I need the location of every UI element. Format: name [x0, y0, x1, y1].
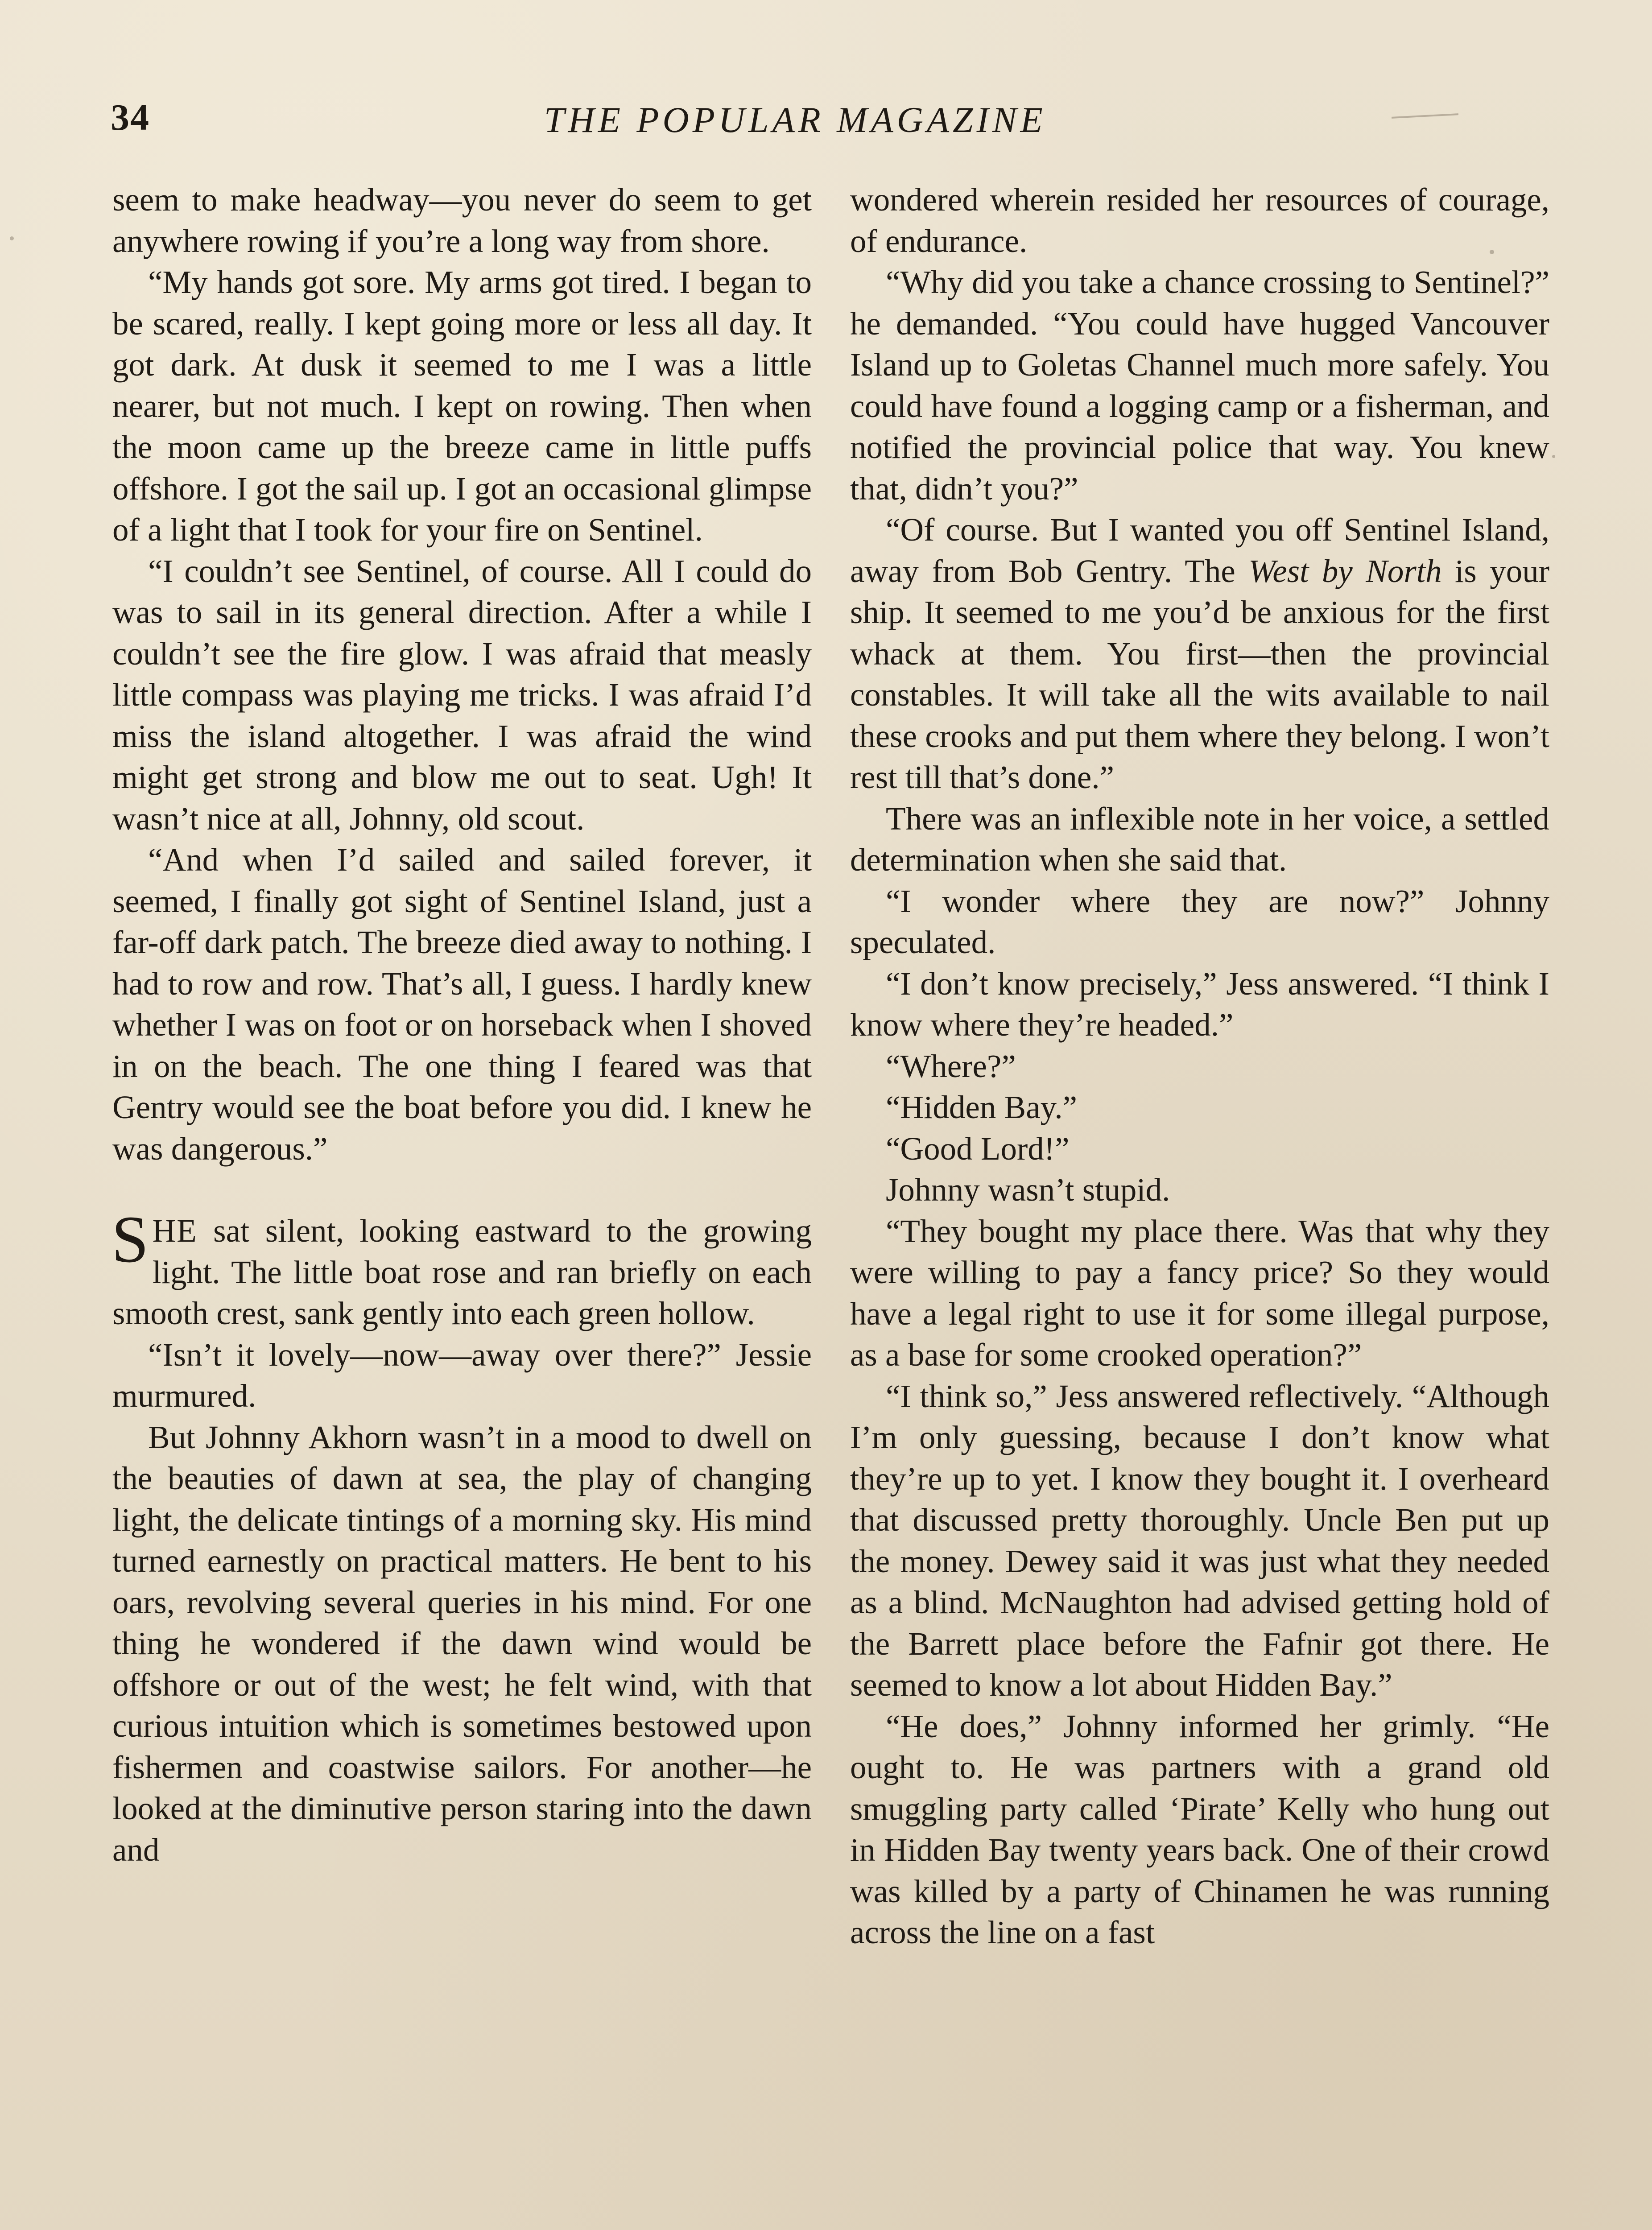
paragraph: “Where?” — [886, 1048, 1016, 1084]
paragraph: “Hidden Bay.” — [886, 1089, 1078, 1125]
paragraph-text: “Of course. But I wanted you off Sentinel Island, away from Bob Gentry. The — [850, 512, 1549, 589]
paragraph: “They bought my place there. Was that why they were willing to pay a fancy price? So they would have a legal right to use it for some illegal purpose, as a base for some crooked operation?” — [850, 1213, 1549, 1373]
small-caps-lead: HE — [152, 1213, 198, 1249]
paragraph: Johnny wasn’t stupid. — [886, 1172, 1170, 1208]
paper-speck — [1490, 250, 1494, 254]
paragraph: seem to make headway—you never do seem to get anywhere rowing if you’re a long way from shore. — [112, 182, 812, 259]
paragraph: “I wonder where they are now?” Johnny speculated. — [850, 883, 1549, 960]
paragraph: “Why did you take a chance crossing to Sentinel?” he demanded. “You could have hugged Vancouver Island up to Goletas Channel much more safely. You could have found a logging camp or a fisherman, and notified the provincial police that way. You knew that, didn’t you?” — [850, 264, 1549, 507]
paragraph: There was an inflexible note in her voice, a settled determination when she said that. — [850, 800, 1549, 878]
paragraph: “I think so,” Jess answered reflectively. “Although I’m only guessing, because I don’t know what they’re up to yet. I know they bought it. I overheard that discussed pretty thoroughly. Uncle Ben put up the money. Dewey said it was just what they needed as a blind. McNaughton had advised getting hold of the Barrett place before the Fafnir got there. He seemed to know a lot about Hidden Bay.” — [850, 1378, 1549, 1703]
paragraph — [850, 509, 1549, 798]
paragraph: But Johnny Akhorn wasn’t in a mood to dwell on the beauties of dawn at sea, the play of changing light, the delicate tintings of a morning sky. His mind turned earnestly on practical matters. He bent to his oars, revolving several queries in his mind. For one thing he wondered if the dawn wind would be offshore or out of the west; he felt wind, with that curious intuition which is sometimes bestowed upon fishermen and coastwise sailors. For another—he looked at the diminutive person staring into the dawn and — [112, 1419, 812, 1868]
paragraph: “I don’t know precisely,” Jess answered. “I think I know where they’re headed.” — [850, 965, 1549, 1043]
right-column — [850, 179, 1549, 1953]
paragraph: “My hands got sore. My arms got tired. I began to be scared, really. I kept going more or less all day. It got dark. At dusk it seemed to me I was a little nearer, but not much. I kept on rowing. Then when the moon came up the breeze came in little puffs offshore. I got the sail up. I got an occasional glimpse of a light that I took for your fire on Sentinel. — [112, 264, 812, 548]
paragraph: “And when I’d sailed and sailed forever, it seemed, I finally got sight of Sentinel Island, just a far-off dark patch. The breeze died away to nothing. I had to row and row. That’s all, I guess. I hardly knew whether I was on foot or on horseback when I shoved in on the beach. The one thing I feared was that Gentry would see the boat before you did. I knew he was dangerous.” — [112, 842, 812, 1167]
paper-speck — [575, 700, 581, 706]
header-rule — [1392, 113, 1458, 119]
page-number: 34 — [111, 97, 150, 138]
paragraph: “I couldn’t see Sentinel, of course. All I could do was to sail in its general direction. After a while I couldn’t see the fire glow. I was afraid that measly little compass was playing me tricks. I was afraid I’d miss the island altogether. I was afraid the wind might get strong and blow me out to seat. Ugh! It wasn’t nice at all, Johnny, old scout. — [112, 553, 812, 837]
left-column — [112, 179, 812, 1871]
drop-cap: S — [112, 1202, 149, 1276]
ship-name-italic: West by North — [1248, 553, 1442, 589]
paper-speck — [10, 236, 14, 240]
section-opening-paragraph — [112, 1202, 812, 1334]
paper-speck — [1552, 455, 1555, 458]
paragraph: “Isn’t it lovely—now—away over there?” Jessie murmured. — [112, 1336, 812, 1414]
paragraph-text: is your ship. It seemed to me you’d be anxious for the first whack at them. You first—then the provincial constables. It will take all the wits available to nail these crooks and put them where they belong. I won’t rest till that’s done.” — [850, 553, 1549, 795]
paragraph: “Good Lord!” — [886, 1130, 1070, 1167]
running-title: THE POPULAR MAGAZINE — [544, 99, 1046, 140]
paragraph: “He does,” Johnny informed her grimly. “He ought to. He was partners with a grand old smuggling party called ‘Pirate’ Kelly who hung out in Hidden Bay twenty years back. One of their crowd was killed by a party of Chinamen he was running across the line on a fast — [850, 1708, 1549, 1950]
paragraph-text: sat silent, looking eastward to the growing light. The little boat rose and ran briefly on each smooth crest, sank gently into each green hollow. — [112, 1213, 812, 1331]
paragraph: wondered wherein resided her resources of courage, of endurance. — [850, 182, 1549, 259]
